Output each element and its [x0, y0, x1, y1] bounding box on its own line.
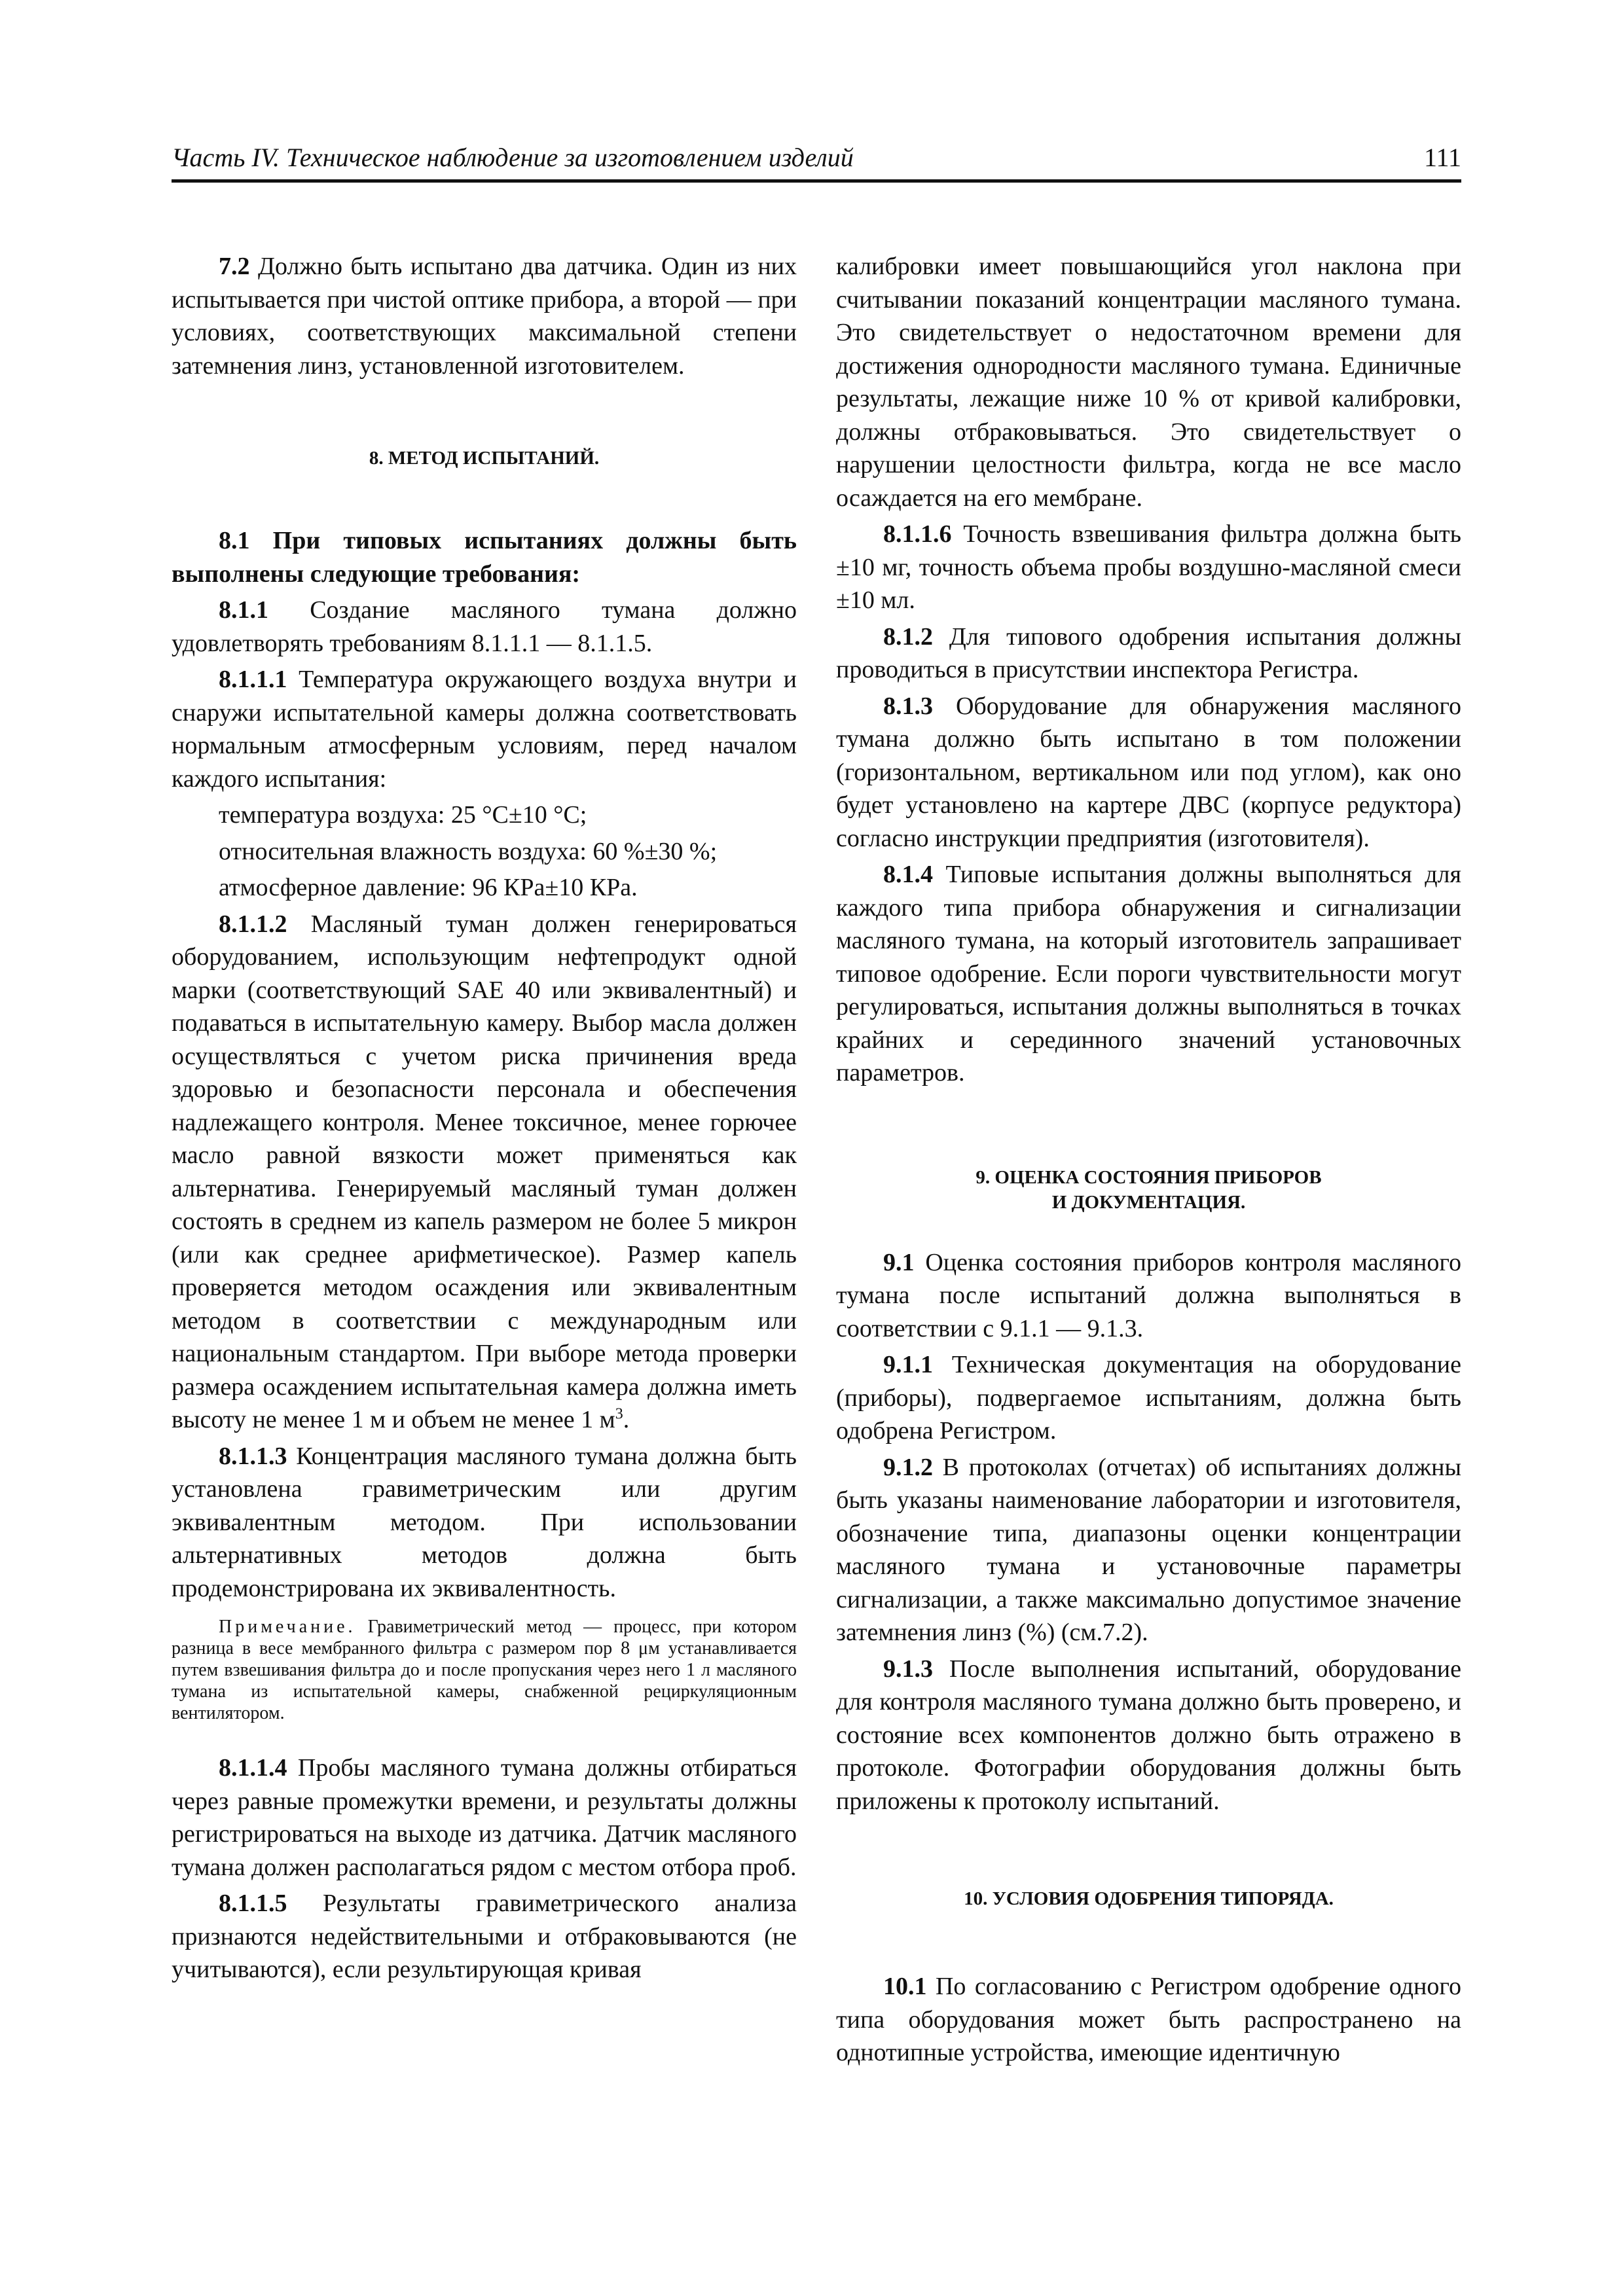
running-title: Часть IV. Техническое наблюдение за изготовлением изделий — [172, 143, 854, 172]
paragraph-9-1-3: 9.1.3 После выполнения испытаний, оборудование для контроля масляного тумана должно быть проверено, и состояние всех компонентов должно быть отражено в протоколе. Фотографии оборудования должны быть приложены к протоколу испытаний. — [836, 1655, 1461, 1815]
section-9-heading-line1: 9. ОЦЕНКА СОСТОЯНИЯ ПРИБОРОВ — [976, 1166, 1322, 1188]
paragraph-10-1: 10.1 По согласованию с Регистром одобрение одного типа оборудования может быть распространено на однотипные устройства, имеющие идентичную — [836, 1973, 1461, 2066]
condition-pressure: атмосферное давление: 96 КРа±10 КРа. — [219, 874, 638, 901]
left-column — [172, 250, 797, 1990]
paragraph-8-1-1-1: 8.1.1.1 Температура окружающего воздуха внутри и снаружи испытательной камеры должна соответствовать нормальным атмосферным условиям, перед началом каждого испытания: — [172, 666, 797, 793]
paragraph-8-1-4: 8.1.4 Типовые испытания должны выполняться для каждого типа прибора обнаружения и сигнализации масляного тумана, на который изготовитель запрашивает типовое одобрение. Если пороги чувствительности могут регулироваться, испытания должны выполняться в точках крайних и серединного значений установочных параметров. — [836, 861, 1461, 1086]
paragraph-9-1-1: 9.1.1 Техническая документация на оборудование (приборы), подвергаемое испытаниям, должна быть одобрена Регистром. — [836, 1351, 1461, 1444]
page-header — [172, 139, 1461, 183]
paragraph-8-1: 8.1 При типовых испытаниях должны быть выполнены следующие требования: — [172, 527, 797, 588]
paragraph-8-1-1: 8.1.1 Создание масляного тумана должно удовлетворять требованиям 8.1.1.1 — 8.1.1.5. — [172, 596, 797, 657]
condition-temperature: температура воздуха: 25 °С±10 °С; — [219, 801, 587, 829]
condition-humidity: относительная влажность воздуха: 60 %±30 %; — [219, 837, 718, 865]
paragraph-8-1-1-6: 8.1.1.6 Точность взвешивания фильтра должна быть ±10 мг, точность объема пробы воздушно-масляной смеси ±10 мл. — [836, 520, 1461, 614]
section-10-heading: 10. УСЛОВИЯ ОДОБРЕНИЯ ТИПОРЯДА. — [964, 1888, 1334, 1909]
paragraph-8-1-1-4: 8.1.1.4 Пробы масляного тумана должны отбираться через равные промежутки времени, и результаты должны регистрироваться на выходе из датчика. Датчик масляного тумана должен располагаться рядом с местом отбора проб. — [172, 1754, 797, 1881]
page-number: 111 — [1423, 143, 1461, 172]
paragraph-8-1-3: 8.1.3 Оборудование для обнаружения масляного тумана должно быть испытано в том положении (горизонтальном, вертикальном или под углом), как оно будет установлено на картере ДВС (корпусе редуктора) согласно инструкции предприятия (изготовителя). — [836, 692, 1461, 852]
right-column — [836, 250, 1461, 2073]
paragraph-8-1-1-5: 8.1.1.5 Результаты гравиметрического анализа признаются недействительными и отбраковываются (не учитываются), если результирующая кривая — [172, 1890, 797, 1983]
paragraph-8-1-1-3: 8.1.1.3 Концентрация масляного тумана должна быть установлена гравиметрическим или другим эквивалентным методом. При использовании альтернативных методов должна быть продемонстрирована их эквивалентность. — [172, 1442, 797, 1602]
paragraph-continuation: калибровки имеет повышающийся угол наклона при считывании показаний концентрации масляного тумана. Это свидетельствует о недостаточном времени для достижения однородности масляного тумана. Единичные результаты, лежащие ниже 10 % от кривой калибровки, должны отбраковываться. Это свидетельствует о нарушении целостности фильтра, когда не все масло осаждается на его мембране. — [836, 253, 1461, 512]
paragraph-9-1-2: 9.1.2 В протоколах (отчетах) об испытаниях должны быть указаны наименование лаборатории и изготовителя, обозначение типа, диапазоны оценки концентрации масляного тумана и установочные параметры сигнализации, а также максимально допустимое значение затемнения линз (%) (см.7.2). — [836, 1453, 1461, 1646]
section-9-heading-line2: И ДОКУМЕНТАЦИЯ. — [1051, 1191, 1246, 1213]
paragraph-9-1: 9.1 Оценка состояния приборов контроля масляного тумана после испытаний должна выполняться в соответствии с 9.1.1 — 9.1.3. — [836, 1248, 1461, 1342]
section-8-heading: 8. МЕТОД ИСПЫТАНИЙ. — [369, 448, 600, 469]
paragraph-7-2: 7.2 Должно быть испытано два датчика. Один из них испытывается при чистой оптике прибора, а второй — при условиях, соответствующих максимальной степени затемнения линз, установленной изготовителем. — [172, 253, 797, 380]
note: Примечание. Гравиметрический метод — процесс, при котором разница в весе мембранного фильтра с размером пор 8 μм устанавливается путем взвешивания фильтра до и после пропускания через него 1 л масляного тумана из испытательной камеры, снабженной рециркуляционным вентилятором. — [172, 1617, 797, 1723]
paragraph-8-1-2: 8.1.2 Для типового одобрения испытания должны проводиться в присутствии инспектора Регистра. — [836, 622, 1461, 683]
paragraph-8-1-1-2: 8.1.1.2 Масляный туман должен генерироваться оборудованием, использующим нефтепродукт одной марки (соответствующий SAE 40 или эквивалентный) и подаваться в испытательную камеру. Выбор масла должен осуществляться с учетом риска причинения вреда здоровью и безопасности персонала и обеспечения надлежащего контроля. Менее токсичное, менее горючее масло равной вязкости может применяться как альтернатива. Генерируемый масляный туман должен состоять в среднем из капель размером не более 5 микрон (или как среднее арифметическое). Размер капель проверяется методом осаждения или эквивалентным методом в соответствии с международным или национальным стандартом. При выборе метода проверки размера осаждением испытательная камера должна иметь высоту не менее 1 м и объем не менее 1 $м^3$. — [172, 910, 797, 1433]
